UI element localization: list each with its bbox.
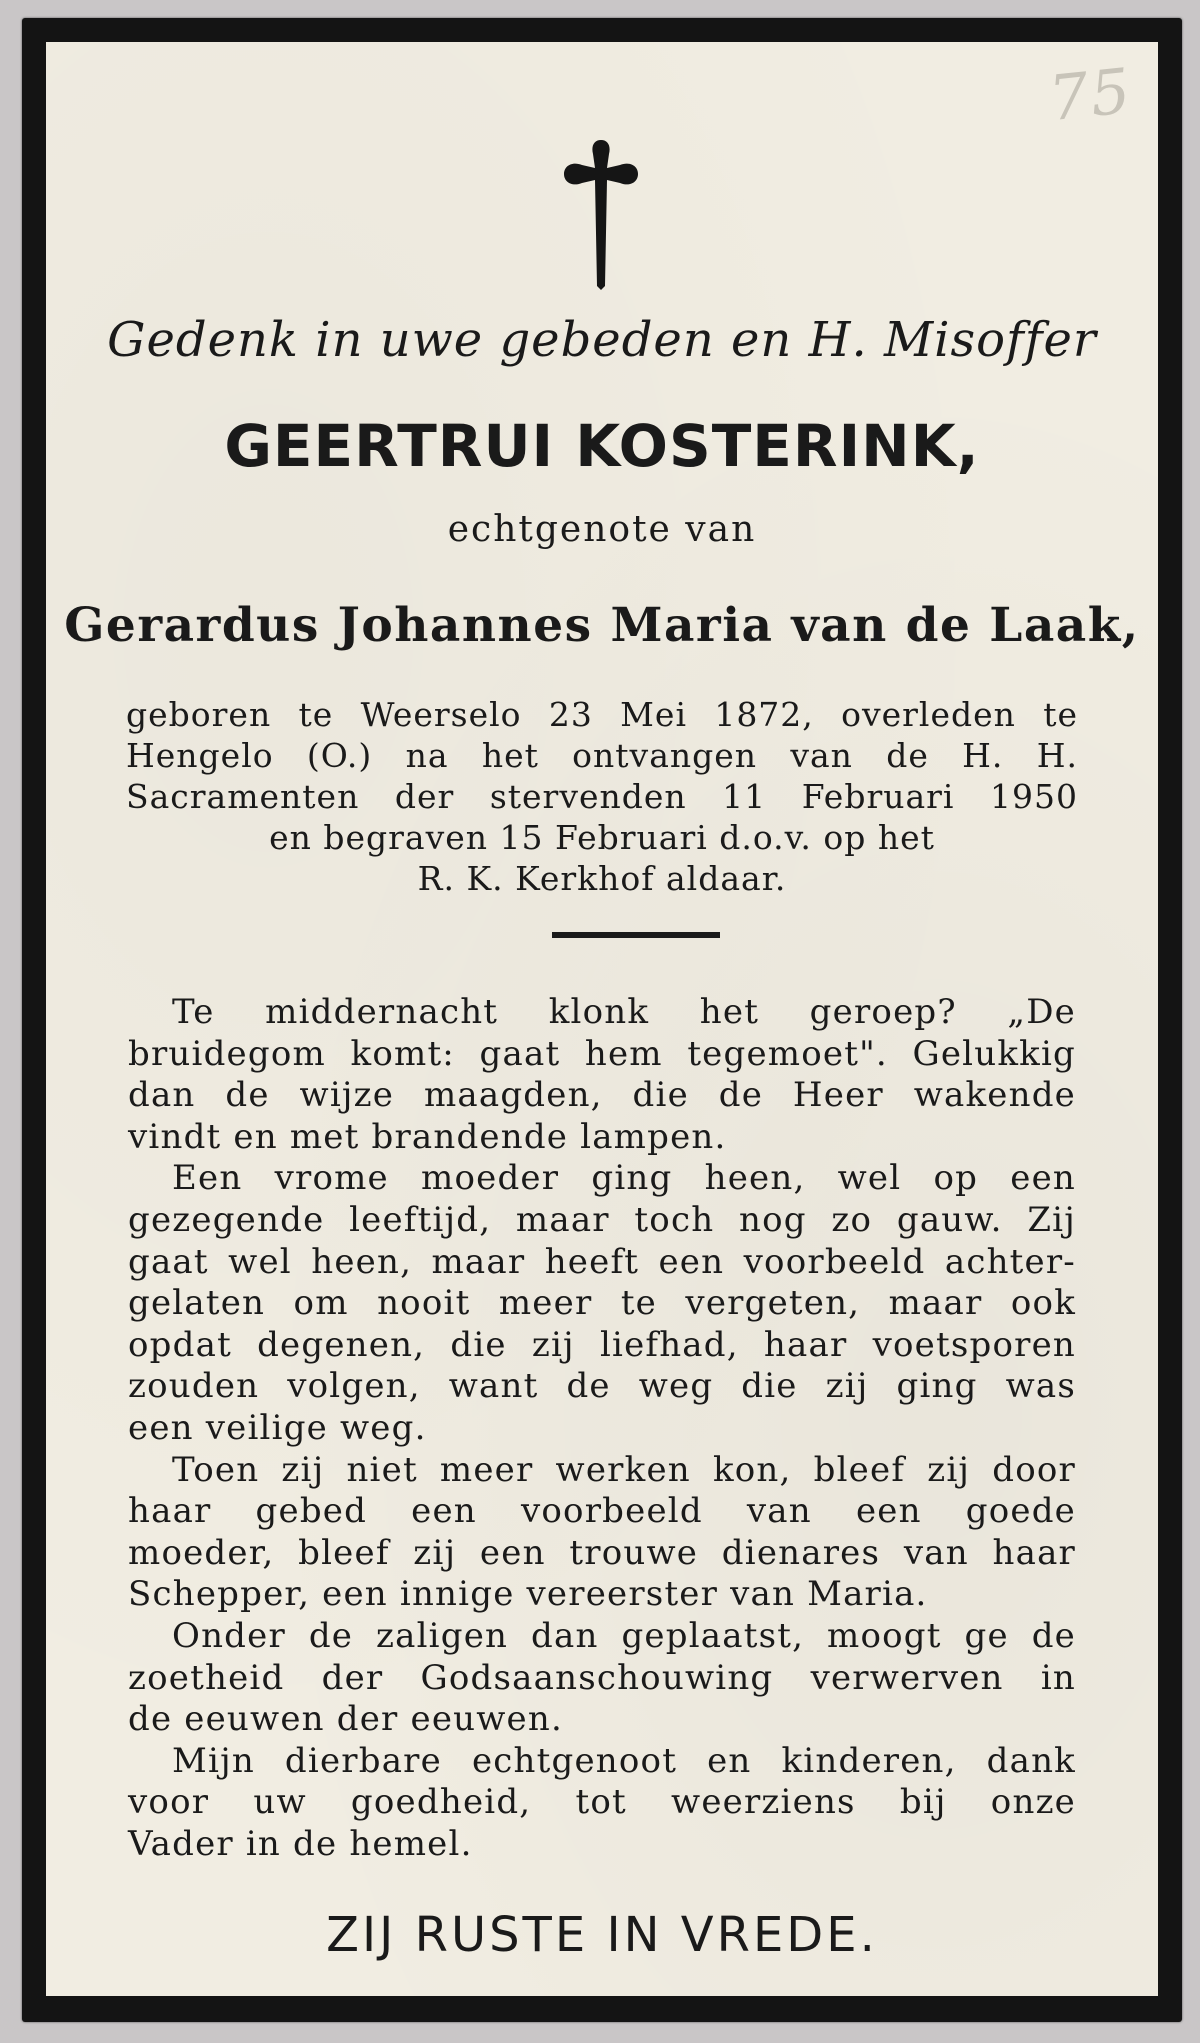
spouse-name: Gerardus Johannes Maria van de Laak,: [64, 598, 1140, 653]
text-line: Onder de zaligen dan geplaatst, moogt ge de: [172, 1615, 1076, 1656]
text-line: moeder, bleef zij een trouwe dienares van haar: [128, 1532, 1076, 1573]
text-line: opdat degenen, die zij liefhad, haar voetsporen: [128, 1324, 1076, 1365]
archive-pencil-mark: 75: [1045, 53, 1136, 136]
text-line: vindt en met brandende lampen.: [128, 1116, 727, 1157]
text-line: zouden volgen, want de weg die zij ging was: [128, 1366, 1076, 1407]
text-line: voor uw goedheid, tot weerziens bij onze: [128, 1782, 1076, 1823]
text-line: Vader in de hemel.: [128, 1823, 473, 1864]
text-line: de eeuwen der eeuwen.: [128, 1699, 563, 1740]
biography-line: R. K. Kerkhof aldaar.: [417, 859, 787, 898]
text-line: dan de wijze maagden, die de Heer wakende: [128, 1075, 1076, 1116]
text-line: Toen zij niet meer werken kon, bleef zij door: [172, 1449, 1076, 1490]
text-line: bruidegom komt: gaat hem tegemoet". Gelukkig: [128, 1033, 1076, 1074]
cross-icon: [556, 134, 646, 294]
divider-rule: [552, 932, 720, 938]
memorial-text: [128, 992, 1076, 1865]
memorial-card-paper: [46, 42, 1158, 1996]
invocation-line: Gedenk in uwe gebeden en H. Misoffer: [107, 312, 1097, 368]
biography-line: Hengelo (O.) na het ontvangen van de H. H.: [126, 736, 1078, 775]
spouse-label: echtgenote van: [447, 509, 757, 550]
biography-line: geboren te Weerselo 23 Mei 1872, overleden te: [126, 695, 1078, 734]
closing-line: ZIJ RUSTE IN VREDE.: [326, 1907, 878, 1963]
text-line: gaat wel heen, maar heeft een voorbeeld achter-: [128, 1241, 1076, 1282]
biography-line: en begraven 15 Februari d.o.v. op het: [269, 818, 935, 857]
biography-line: Sacramenten der stervenden 11 Februari 1950: [126, 777, 1078, 816]
text-line: zoetheid der Godsaanschouwing verwerven in: [128, 1657, 1076, 1698]
text-line: gelaten om nooit meer te vergeten, maar ook: [128, 1283, 1076, 1324]
text-line: een veilige weg.: [128, 1407, 427, 1448]
deceased-name: GEERTRUI KOSTERINK,: [224, 412, 980, 480]
text-line: Te middernacht klonk het geroep? „De: [172, 992, 1076, 1032]
memorial-card-border: [22, 18, 1182, 2022]
text-line: gezegende leeftijd, maar toch nog zo gauw. Zij: [128, 1199, 1076, 1240]
biography-block: [126, 694, 1078, 899]
text-line: Mijn dierbare echtgenoot en kinderen, dank: [172, 1740, 1076, 1781]
text-line: haar gebed een voorbeeld van een goede: [128, 1491, 1076, 1532]
text-line: Een vrome moeder ging heen, wel op een: [172, 1158, 1076, 1199]
text-line: Schepper, een innige vereerster van Maria.: [128, 1574, 928, 1615]
